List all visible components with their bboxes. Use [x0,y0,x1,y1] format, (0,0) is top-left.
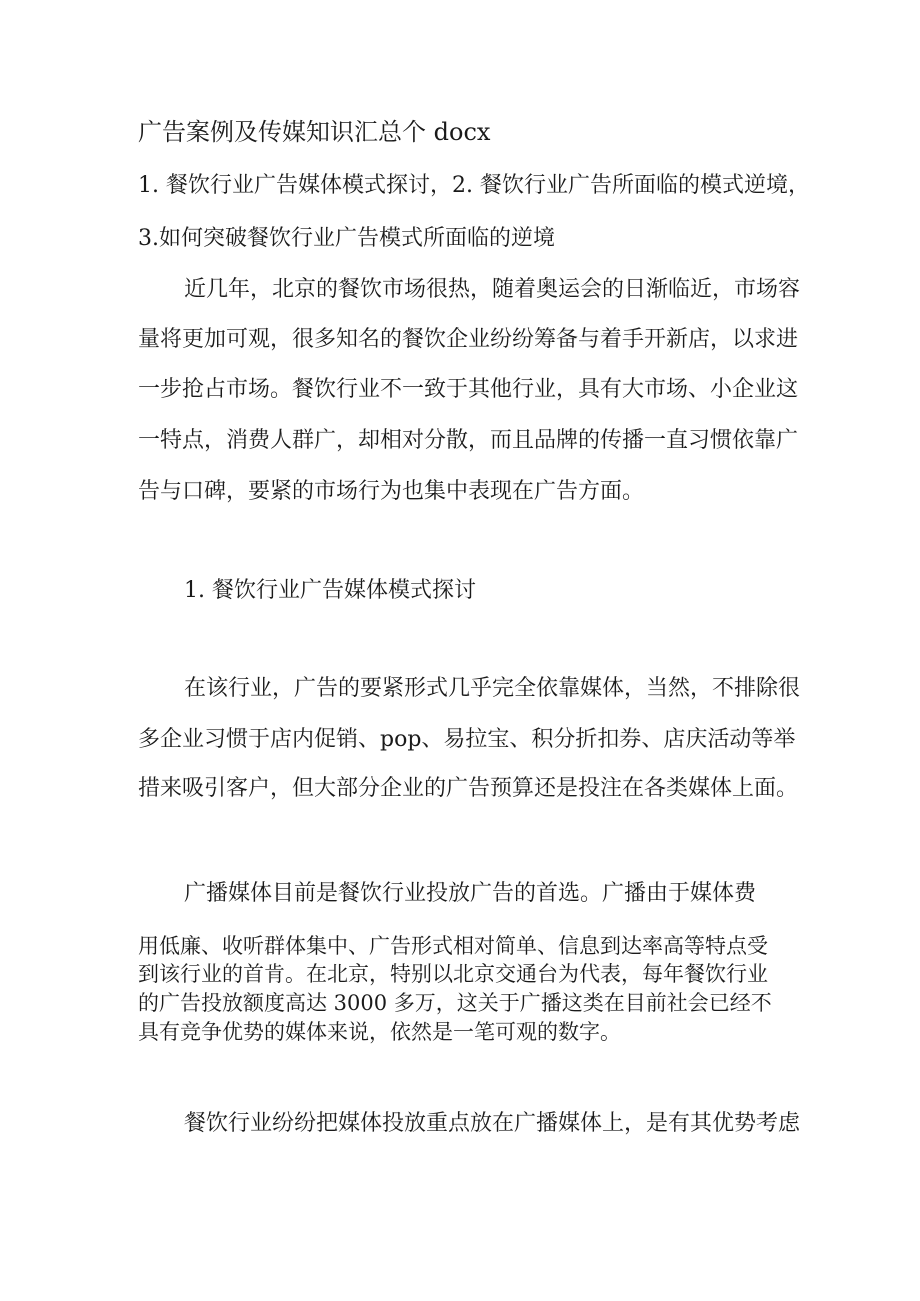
paragraph-2-line-1: 在该行业，广告的要紧形式几乎完全依靠媒体，当然，不排除很 [184,676,801,701]
paragraph-1-line-1: 近几年，北京的餐饮市场很热，随着奥运会的日渐临近，市场容 [184,277,801,302]
paragraph-3-line-5: 具有竞争优势的媒体来说，依然是一笔可观的数字。 [138,1020,621,1044]
paragraph-3-line-3: 到该行业的首肯。在北京，特别以北京交通台为代表，每年餐饮行业 [138,962,768,986]
toc-line-2: 3.如何突破餐饮行业广告模式所面临的逆境 [138,226,555,251]
paragraph-3-line-2: 用低廉、收听群体集中、广告形式相对简单、信息到达率高等特点受 [138,934,768,958]
document-title: 广告案例及传媒知识汇总个 docx [138,118,491,146]
paragraph-1-line-3: 一步抢占市场。餐饮行业不一致于其他行业，具有大市场、小企业这 [138,377,799,402]
toc-line-1: 1. 餐饮行业广告媒体模式探讨，2. 餐饮行业广告所面临的模式逆境， [138,173,810,198]
paragraph-1-line-2: 量将更加可观，很多知名的餐饮企业纷纷筹备与着手开新店，以求进 [138,327,799,352]
paragraph-3-line-4: 的广告投放额度高达 3000 多万，这关于广播这类在目前社会已经不 [138,991,772,1015]
paragraph-2-line-2: 多企业习惯于店内促销、pop、易拉宝、积分折扣券、店庆活动等举 [138,727,796,752]
paragraph-3-line-1: 广播媒体目前是餐饮行业投放广告的首选。广播由于媒体费 [184,881,757,906]
section-1-heading: 1. 餐饮行业广告媒体模式探讨 [184,578,476,603]
paragraph-1-line-4: 一特点，消费人群广，却相对分散，而且品牌的传播一直习惯依靠广 [138,428,799,453]
paragraph-2-line-3: 措来吸引客户，但大部分企业的广告预算还是投注在各类媒体上面。 [138,776,799,801]
paragraph-1-line-5: 告与口碑，要紧的市场行为也集中表现在广告方面。 [138,479,645,504]
paragraph-4-line-1: 餐饮行业纷纷把媒体投放重点放在广播媒体上，是有其优势考虑 [184,1111,801,1136]
